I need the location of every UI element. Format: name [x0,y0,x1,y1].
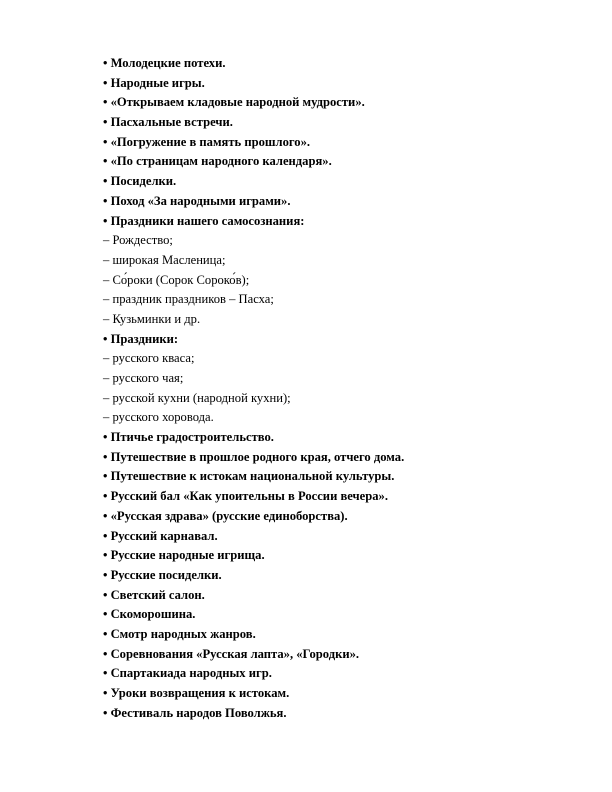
list-item-text: праздник праздников – Пасха; [112,292,274,307]
list-item-text: Русский карнавал. [110,528,218,543]
bullet-marker: • [103,469,108,484]
list-item [103,448,404,468]
list-item-text: Светский салон. [110,587,205,602]
list-item [103,546,404,566]
list-item-text: Кузьминки и др. [112,311,201,326]
list-item [103,625,404,645]
bullet-marker: • [103,666,108,681]
bullet-marker: • [103,548,108,563]
list-item [103,369,404,389]
event-list [103,54,404,723]
list-item-text: русского чая; [112,371,184,385]
bullet-marker: • [103,56,108,70]
list-item-text: русского хоровода. [112,410,214,425]
dash-marker: – [103,272,110,287]
list-item-text: «Открываем кладовые народной мудрости». [110,95,365,110]
list-item [103,467,404,487]
list-item-text: Посиделки. [110,174,177,189]
list-item [103,645,404,665]
list-item-text: Молодецкие потехи. [110,56,226,70]
list-item [103,507,404,527]
list-item [103,704,404,724]
list-item-text: Фестиваль народов Поволжья. [110,705,287,720]
bullet-marker: • [103,154,108,169]
bullet-marker: • [103,607,108,622]
bullet-marker: • [103,508,108,523]
dash-marker: – [103,233,110,248]
bullet-marker: • [103,626,108,641]
bullet-marker: • [103,331,108,346]
bullet-marker: • [103,134,108,149]
list-item-text: Праздники нашего самосознания: [110,213,305,228]
list-item [103,290,404,310]
bullet-marker: • [103,75,108,90]
list-item-text: Поход «За народными играми». [110,193,291,208]
list-item [103,251,404,271]
list-item-text: Рождество; [112,233,173,248]
bullet-marker: • [103,115,108,130]
list-item [103,605,404,625]
bullet-marker: • [103,449,108,464]
list-item [103,54,404,74]
list-item-text: русской кухни (народной кухни); [112,390,291,405]
list-item-text: широкая Масленица; [112,252,226,267]
bullet-marker: • [103,213,108,228]
list-item [103,408,404,428]
list-item [103,487,404,507]
list-item [103,212,404,232]
dash-marker: – [103,371,110,385]
list-item-text: Народные игры. [110,75,205,90]
list-item [103,133,404,153]
list-item [103,330,404,350]
bullet-marker: • [103,705,108,720]
list-item [103,74,404,94]
list-item [103,192,404,212]
dash-marker: – [103,311,110,326]
list-item [103,310,404,330]
list-item [103,684,404,704]
dash-marker: – [103,252,110,267]
list-item [103,349,404,369]
list-item [103,113,404,133]
list-item-text: Спартакиада народных игр. [110,666,272,681]
list-item [103,231,404,251]
list-item [103,664,404,684]
dash-marker: – [103,410,110,425]
list-item-text: Пасхальные встречи. [110,115,233,130]
dash-marker: – [103,351,110,366]
list-item-text: «По страницам народного календаря». [110,154,332,169]
list-item-text: Соревнования «Русская лапта», «Городки». [110,646,360,661]
list-item [103,428,404,448]
bullet-marker: • [103,587,108,602]
list-item-text: русского кваса; [112,351,195,366]
list-item-text: Со́роки (Сорок Сороко́в); [112,272,250,287]
list-item-text: Путешествие в прошлое родного края, отчего дома. [110,449,405,464]
bullet-marker: • [103,193,108,208]
dash-marker: – [103,390,110,405]
list-item [103,566,404,586]
list-item-text: «Русская здрава» (русские единоборства). [110,508,348,523]
bullet-marker: • [103,567,108,582]
list-item [103,152,404,172]
list-item [103,586,404,606]
list-item-text: Скоморошина. [110,607,196,622]
list-item-text: Смотр народных жанров. [110,626,256,641]
list-item [103,271,404,291]
bullet-marker: • [103,174,108,189]
bullet-marker: • [103,95,108,110]
list-item [103,172,404,192]
list-item [103,389,404,409]
dash-marker: – [103,292,110,307]
list-item [103,527,404,547]
list-item-text: Уроки возвращения к истокам. [110,686,290,700]
list-item-text: Птичье градостроительство. [110,430,274,445]
list-item-text: Русские народные игрища. [110,548,265,563]
bullet-marker: • [103,646,108,661]
list-item-text: Путешествие к истокам национальной культуры. [110,469,395,484]
bullet-marker: • [103,430,108,445]
list-item-text: Праздники: [110,331,179,346]
list-item-text: «Погружение в память прошлого». [110,134,311,149]
list-item [103,93,404,113]
bullet-marker: • [103,489,108,504]
list-item-text: Русские посиделки. [110,567,222,582]
bullet-marker: • [103,686,108,700]
bullet-marker: • [103,528,108,543]
list-item-text: Русский бал «Как упоительны в России вечера». [110,489,388,504]
